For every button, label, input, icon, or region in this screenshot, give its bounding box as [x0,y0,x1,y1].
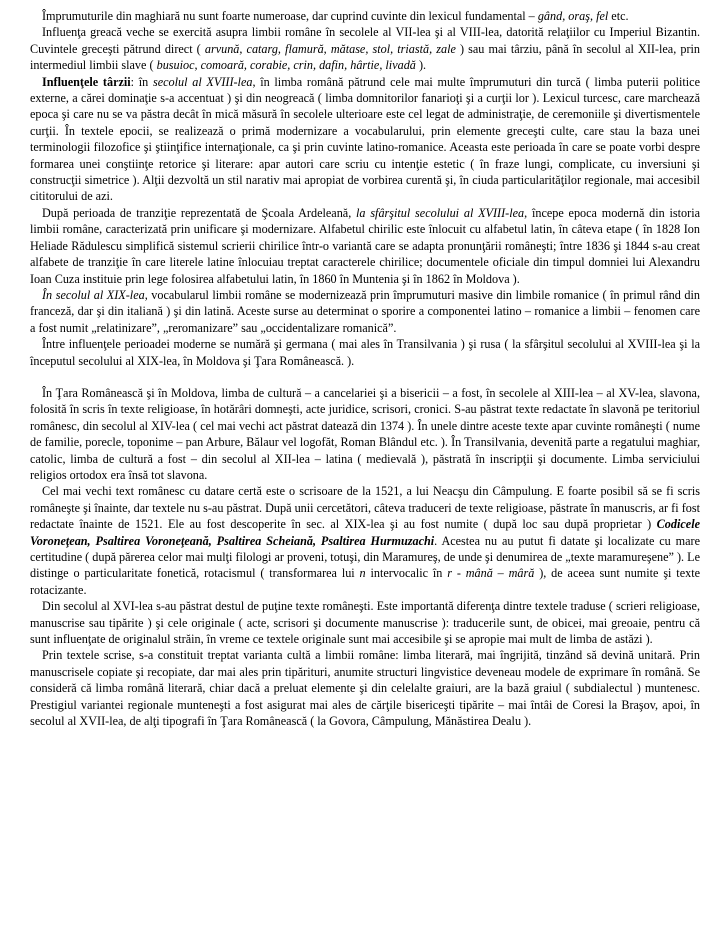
text-run: etc. [608,9,629,23]
text-run: Influenţa greacă veche se exercită asupra limbii române în secolele al VII-lea şi al VIII-lea, datorită relaţiilor cu Imperiul Bizantin. Cuvintele greceşti pătrund direct ( [30,25,700,56]
text-run: , începe epoca modernă din istoria limbii române, caracterizată prin unificare şi modernizare. Alfabetul chirilic este înlocuit cu alfabetul latin, în câteva etape ( în 1828 Ion Heliade Rădulescu simplifică sistemul scrierii chirilice într-o variantă care se adapta pronunţării româneşti; între 1836 şi 1844 s-au creat alfabete de tranziţie în care literele latine înlocuiau treptat caracterele chirilice; documentele oficiale din timpul domniei lui Alexandru Ioan Cuza instituie prin lege folosirea alfabetului latin, în 1860 în Muntenia şi în 1862 în Moldova ). [30,205,700,286]
text-run: Cel mai vechi text românesc cu datare certă este o scrisoare de la 1521, a lui Neacşu din Câmpulung. E foarte posibil să se fi scris româneşte şi înainte, dar textele nu s-au păstrat. După unii cercetători, câteva traduceri de texte religioase, păstrate în manuscris, ar fi fost redactate înainte de 1521. Ele au fost descoperite în sec. al XIX-lea şi au fost numite ( după loc sau după proprietar ) [30,484,700,532]
text-run: : în [130,74,153,89]
paragraph-neacsu [30,483,700,598]
paragraph-secolul-xvi [30,598,700,647]
italic-run: În secolul al XIX-lea [42,287,145,302]
italic-examples: arvună, catarg, flamură, mătase, stol, triastă, zale [204,41,456,56]
paragraph-gap [30,369,700,385]
italic-examples: busuioc, comoară, corabie, crin, dafin, hârtie, livadă [156,58,416,73]
paragraph-limba-literara [30,647,700,729]
italic-examples: gând, oraş, fel [537,9,609,23]
italic-run: r - mână – mâră [447,566,535,581]
text-run: , în limba română pătrund cele mai multe împrumuturi din turcă ( limba puterii politice externe, a cărei dominaţie s-a accentuat ) şi din neogreacă ( limba domnitorilor fanarioţi şi a curţii lor ). Lexicul turcesc, care marchează epoca şi care nu se va păstra decât în mică măsură în secolele ulterioare este cel legat de administraţie, de ceremoniile şi divertismentele curţii. În textele epocii, se realizează o primă modernizare a vocabularului, prin elemente greceşti culte, care stau la baza unei terminologii filozofice şi ştiinţifice internaţionale, ca şi prin cuvinte latino-romanice. Aceasta este perioada în care se poate vorbi despre formarea unei conştiinţe retorice şi literare: apar autori care scriu cu intenţie estetic ( în fraze lungi, complicate, cu inversiuni şi construcţii simetrice ). Alţii dezvoltă un stil narativ mai apropiat de vorbirea curentă şi, în ciuda particularităţilor regionale, mai accesibil cititorului de azi. [30,74,700,204]
text-run: ) sau mai târziu, până în secolul al XII-lea, prin intermediul limbii slave ( [30,41,700,73]
text-run: , vocabularul limbii române se modernizează prin împrumuturi masive din limbile romanice ( în primul rând din franceză, dar şi din italiană ) şi din latină. Aceste surse au determinat o sporire a componentei latino – romanice a limbii – fenomen care a fost numit „relatinizare”, „reromanizare” sau „occidentalizare romanică”. [30,287,700,335]
text-run: Din secolul al XVI-lea s-au păstrat destul de puţine texte româneşti. Este importantă diferenţa dintre textele traduse ( scrieri religioase, manuscrise sau tipărite ) şi cele originale ( acte, scrisori şi documente manuscrise ): traducerile sunt, de obicei, mai greoaie, pentru că sunt influenţate de originalul străin, în vreme ce textele originale sunt mai accesibile şi se apropie mai mult de limba de astăzi ). [30,599,700,647]
text-run: ). [415,58,427,73]
bold-heading-run: Influenţele târzii [42,74,131,89]
paragraph-greaca-veche [30,24,700,73]
paragraph-epoca-moderna [30,205,700,287]
bold-italic-titles: Codicele Voroneţean, Psaltirea Voroneţeană, Psaltirea Scheiană, Psaltirea Hurmuzachi [30,517,700,548]
paragraph-slavona [30,385,700,483]
text-run: . Acestea nu au putut fi datate şi localizate cu mare certitudine ( după părerea celor mai mulţi filologi ar proveni, totuşi, din Maramureş, de unde şi denumirea de „texte maramureşene” ). Le distinge o particularitate fonetică, rotacismul ( transformarea lui [30,533,700,581]
text-run: În Ţara Românească şi în Moldova, limba de cultură – a cancelariei şi a bisericii – a fost, în secolele al XIII-lea – al XV-lea, slavona, folosită în scris în texte religioase, în hotărâri domneşti, acte juridice, scrisori, cronici. S-au păstrat texte redactate în slavonă pe teritoriul românesc, din secolul al XIV-lea ( cel mai vechi act păstrat datează din 1374 ). În unele dintre aceste texte apar cuvinte româneşti ( nume de familie, porecle, toponime – pan Arbure, Bălaur vel logofăt, Roman Blândul etc. ). În Transilvania, devenită parte a regatului maghiar, catolic, limba de cultură a fost – din secolul al XII-lea – latina ( medievală ), păstrată în inscripţii şi documente. Limba serviciului religios ortodox era însă tot slavona. [30,385,700,482]
text-run: Împrumuturile din maghiară nu sunt foarte numeroase, dar cuprind cuvinte din lexicul fundamental – [42,9,538,23]
paragraph-germana-rusa [30,336,700,369]
text-run: ), de aceea sunt numite şi texte rotacizante. [30,566,700,597]
italic-run: secolul al XVIII-lea [152,74,253,89]
paragraph-secolul-xix [30,287,700,336]
paragraph-influente-tarzii [30,74,700,205]
italic-run: n [359,566,366,581]
text-run: Între influenţele perioadei moderne se numără şi germana ( mai ales în Transilvania ) şi rusa ( la sfârşitul secolului al XVIII-lea şi la începutul secolului al XIX-lea, în Moldova şi Ţara Românească. ). [30,337,700,368]
text-run: După perioada de tranziţie reprezentată de Şcoala Ardeleană, [42,205,357,220]
text-run: Prin textele scrise, s-a constituit treptat varianta cultă a limbii române: limba literară, mai îngrijită, tinzând să devină unitară. Prin manuscrisele copiate şi recopiate, dar mai ales prin tipărituri, anumite structuri lingvistice deveneau modele de exprimare în română. Se consideră că limba română literară, chiar dacă a preluat elemente şi din celelalte graiuri, are la bază graiul ( subdialectul ) muntenesc. Prestigiul variantei regionale munteneşti a fost asigurat mai ales de cărţile bisericeşti tipărite – mai întâi de Coresi la Braşov, apoi, în secolul al XVII-lea, de alţi tipografi în Ţara Românească ( la Govora, Câmpulung, Mănăstirea Dealu ). [30,648,700,729]
text-run: intervocalic în [365,566,448,581]
italic-run: la sfârşitul secolului al XVIII-lea [356,205,525,220]
paragraph-maghiara [30,8,700,24]
